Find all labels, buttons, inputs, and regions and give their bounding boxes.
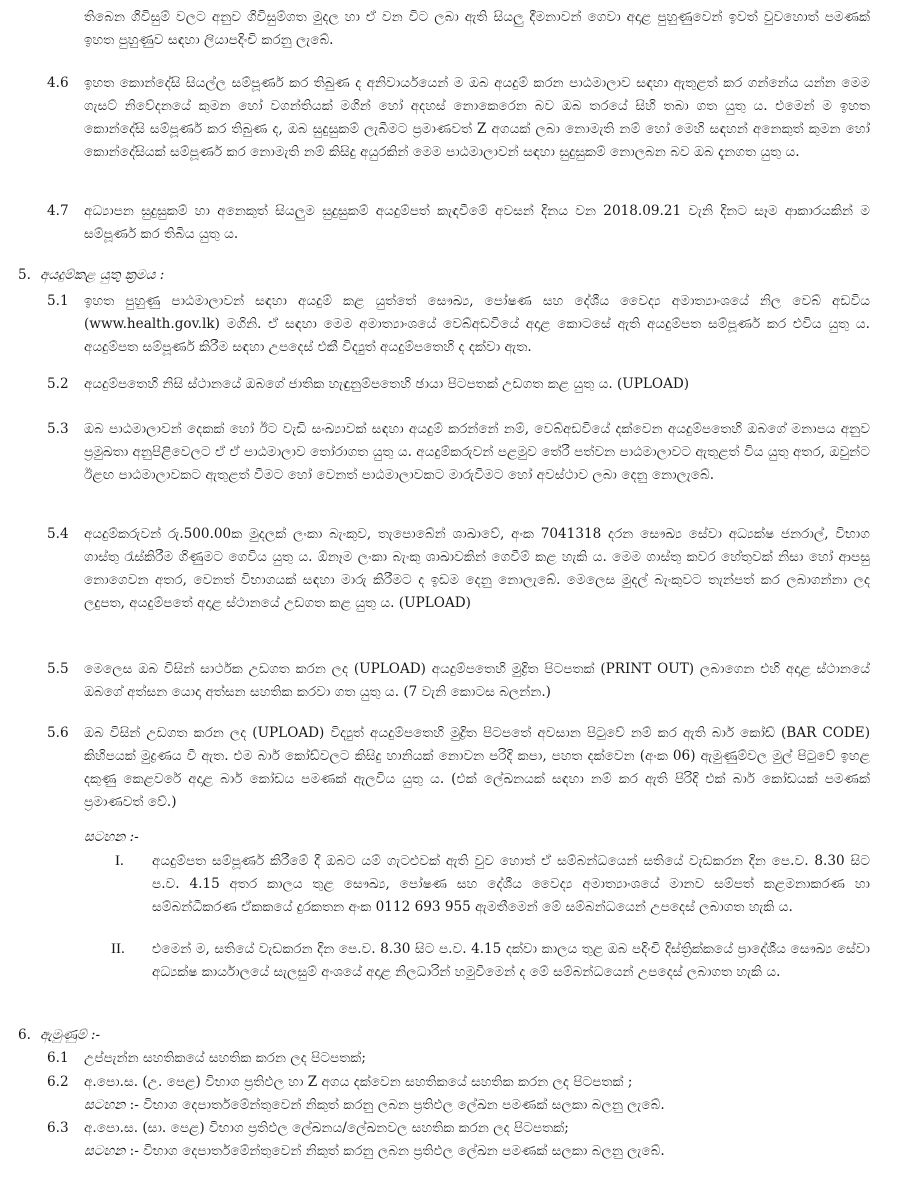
clause-number: 5.4 bbox=[47, 526, 69, 542]
clause-4-6-text: ඉහත කොන්දේසි සියල්ල සම්පූර්ණ කර තිබුණ ද අනිවාර්යයෙන් ම ඔබ අයදුම් කරන පාඨමාලාව සඳහා ඇතුළත් කර ගන්නේය යන්න මෙම ගැසට් නිවේදනයේ කුමන හෝ වගන්තියක් මගින් හෝ අදහස් නොකෙරෙන බව ඔබ තරයේ සිහි තබා ගත යුතු ය. එමෙන් ම ඉහත කොන්දේසි සම්පූර්ණ කර තිබුණ ද, ඔබ සුදුසුකම් ලැබීමට ප්‍රමාණවත් Z අගයක් ලබා නොමැති නම් හෝ මෙහි සඳහන් අනෙකුත් කුමන හෝ කොන්දේසියක් සම්පූර්ණ කර නොමැති නම් කිසිදු අයුරකින් මෙම පාඨමාලාවන් සඳහා සුදුසුකම් නොලබන බව ඔබ දැනගත යුතු ය. bbox=[84, 75, 870, 160]
clause-5-6-text: ඔබ විසින් උඩගත කරන ලද (UPLOAD) විද්‍යුත් අයදුම්පතෙහි මුද්‍රිත පිටපතේ අවසාන පිටුවේ නම් කර ඇති බාර් කෝඩ් (BAR CODE) කිහිපයක් මුද්‍රණය වී ඇත. එම බාර් කෝඩ්වලට කිසිදු හානියක් නොවන පරිදි කපා, පහත දක්වෙන (අංක 06) ඇමුණුම්වල මුල් පිටුවේ ඉහළ දකුණු කෙළවරේ අදාළ බාර් කෝඩය පමණක් ඇලවිය යුතු ය. (එක් ලේඛනයක් සඳහා නම් කර ඇති පිරිදි එක් බාර් කෝඩයක් පමණක් ප්‍රමාණවත් වේ.) bbox=[84, 725, 870, 810]
note-1-text: අයදුම්පත සම්පූර්ණ කිරීමේ දී ඔබට යම් ගැටළුවක් ඇති වුව හොත් ඒ සම්බන්ධයෙන් සතියේ වැඩකරන දින පෙ.ව. 8.30 සිට ප.ව. 4.15 අතර කාලය තුළ සෞඛ්‍ය, පෝෂණ සහ දේශීය වෛද්‍ය අමාත්‍යාංශයේ මානව සම්පත් කළමනාකරණ හා සම්බන්ධීකරණ ඒකකයේ දුරකතන අංක 0112 693 955 ඇමතීමෙන් මේ සම්බන්ධයෙන් උපදෙස් ලබාගත හැකි ය. bbox=[152, 853, 870, 915]
notes-heading: සටහන :- bbox=[84, 829, 139, 845]
clause-number: 5.1 bbox=[47, 293, 69, 309]
note-number: II. bbox=[111, 941, 125, 957]
clause-5-3-text: ඔබ පාඨමාලාවන් දෙකක් හෝ ඊට වැඩි සංඛ්‍යාවක් සඳහා අයදුම් කරන්නේ නම්, වෙබ්අඩවියේ දක්වෙන අයදුම්පතෙහි ඔබගේ මනාපය අනුව ප්‍රමුඛතා අනුපිළිවෙලට ඒ ඒ පාඨමාලාව තෝරාගත යුතු ය. අයදුම්කරුවන් පළමුව තේරී පත්වන පාඨමාලාවට ඇතුළත් විය යුතු අතර, ඔවුන්ට ඊළඟ පාඨමාලාවකට ඇතුළත් වීමට හෝ වෙනත් පාඨමාලාවකට මාරුවීමට හෝ අවස්ථාව ලබා දෙනු නොලැබේ. bbox=[84, 421, 870, 483]
section-6-heading: ඇමුණුම් :- bbox=[40, 1027, 101, 1043]
annex-6-3-text: අ.පො.ස. (සා. පෙළ) විභාග ප්‍රතිඵල ලේඛනය/ලේඛනවල සහතික කරන ලද පිටපතක්; bbox=[84, 1120, 569, 1136]
note-2-text: එමෙන් ම, සතියේ වැඩකරන දින පෙ.ව. 8.30 සිට ප.ව. 4.15 දක්වා කාලය තුළ ඔබ පදිංචි දිස්ත්‍රික්කයේ ප්‍රාදේශීය සෞඛ්‍ය සේවා අධ්‍යක්ෂ කාර්යාලයේ සැලසුම් අංශයේ අදාළ නිලධාරින් හමුවීමෙන් ද මේ සම්බන්ධයෙන් උපදෙස් ලබාගත හැකි ය. bbox=[152, 941, 870, 980]
clause-number: 4.6 bbox=[47, 75, 69, 91]
clause-number: 5.5 bbox=[47, 661, 69, 677]
annex-6-1-text: උප්පැන්න සහතිකයේ සහතික කරන ලද පිටපතක්; bbox=[84, 1050, 366, 1066]
section-6-number: 6. bbox=[18, 1027, 31, 1043]
annex-6-3-note bbox=[84, 1140, 870, 1163]
section-5-heading: අයදුම්කළ යුතු ක්‍රමය : bbox=[40, 267, 165, 283]
clause-5-4-text: අයදුම්කරුවන් රු.500.00ක මුදලක් ලංකා බැංකුව, තැපොබේන් ශාඛාවේ, අංක 7041318 දරන සෞඛ්‍ය සේවා අධ්‍යක්ෂ ජනරාල්, විභාග ගාස්තු රැස්කිරීම ගිණුමට ගෙවිය යුතු ය. ඕනෑම ලංකා බැංකු ශාඛාවකින් ගෙවීම් කළ හැකි ය. මෙම ගාස්තු කවර හේතුවක් නිසා හෝ ආපසු නොගෙවන අතර, වෙනත් විභාගයක් සඳහා මාරු කිරීමට ද ඉඩම දෙනු නොලැබේ. මෙලෙස මුදල් බැංකුවට තැන්පත් කර ලබාගන්නා ලද ලදුපත, අයදුම්පතේ අදාළ ස්ථානයේ උඩගත කළ යුතු ය. (UPLOAD) bbox=[84, 526, 870, 611]
clause-5-2-text: අයදුම්පතෙහි නිසි ස්ථානයේ ඔබගේ ජාතික හැඳුනුම්පතෙහි ඡායා පිටපතක් උඩගත කළ යුතු ය. (UPLOAD) bbox=[84, 376, 690, 392]
clause-4-7-text: අධ්‍යාපන සුදුසුකම් හා අනෙකුත් සියලුම සුදුසුකම් අයදුම්පත් කැඳවීමේ අවසන් දිනය වන 2018.09.21 වැනි දිනට සෑම ආකාරයකින් ම සම්පූර්ණ කර තිබිය යුතු ය. bbox=[84, 203, 870, 242]
clause-number: 5.3 bbox=[47, 421, 69, 437]
annex-number: 6.3 bbox=[47, 1120, 69, 1136]
section-5-number: 5. bbox=[18, 267, 31, 283]
clause-number: 4.7 bbox=[47, 203, 69, 219]
note-label: සටහන bbox=[84, 1097, 126, 1113]
annex-6-2-note bbox=[84, 1094, 870, 1117]
note-label: සටහන bbox=[84, 1143, 126, 1159]
clause-number: 5.2 bbox=[47, 376, 69, 392]
clause-5-1-text: ඉහත පුහුණු පාඨමාලාවන් සඳහා අයදුම් කළ යුත්තේ සෞඛ්‍ය, පෝෂණ සහ දේශීය වෛද්‍ය අමාත්‍යාංශයේ නිල වෙබ් අඩවිය (www.health.gov.lk) මගිනි. ඒ සඳහා මෙම අමාත්‍යාංශයේ වෙබ්අඩවියේ අදාළ කොටසේ ඇති අයදුම්පත සම්පූර්ණ කර එවිය යුතු ය. අයදුම්පත සම්පූර්ණ කිරීම සඳහා උපදෙස් එකී විද්‍යුත් අයදුම්පතෙහි ද දක්වා ඇත. bbox=[84, 293, 870, 355]
note-text: :- විභාග දෙපාර්තමේන්තුවෙන් නිකුත් කරනු ලබන ප්‍රතිඵල ලේඛන පමණක් සලකා බලනු ලැබේ. bbox=[125, 1143, 665, 1159]
annex-number: 6.1 bbox=[47, 1050, 69, 1066]
clause-number: 5.6 bbox=[47, 725, 69, 741]
note-text: :- විභාග දෙපාර්තමේන්තුවෙන් නිකුත් කරනු ලබන ප්‍රතිඵල ලේඛන පමණක් සලකා බලනු ලැබේ. bbox=[125, 1097, 665, 1113]
clause-5-5-text: මෙලෙස ඔබ විසින් සාර්ථක උඩගත කරන ලද (UPLOAD) අයදුම්පතෙහි මුද්‍රිත පිටපතක් (PRINT OUT) ලබාගෙන එහි අදාළ ස්ථානයේ ඔබගේ අත්සන යොදා අත්සන සහතික කරවා ගත යුතු ය. (7 වැනි කොටස බලන්න.) bbox=[84, 661, 870, 700]
note-number: I. bbox=[115, 853, 124, 869]
annex-number: 6.2 bbox=[47, 1074, 69, 1090]
intro-paragraph: තිබෙන ගිවිසුම් වලට අනුව ගිවිසුම්ගත මුදල හා ඒ වන විට ලබා ඇති සියලු දීමනාවන් ගෙවා අදාළ පුහුණුවෙන් ඉවත් වුවහොත් පමණක් ඉහත පුහුණුව සඳහා ලියාපදිංචි කරනු ලැබේ. bbox=[84, 9, 870, 48]
annex-6-2-text: අ.පො.ස. (උ. පෙළ) විභාග ප්‍රතිඵල හා Z අගය දක්වෙන සහතිකයේ සහතික කරන ලද පිටපතක් ; bbox=[84, 1074, 633, 1090]
